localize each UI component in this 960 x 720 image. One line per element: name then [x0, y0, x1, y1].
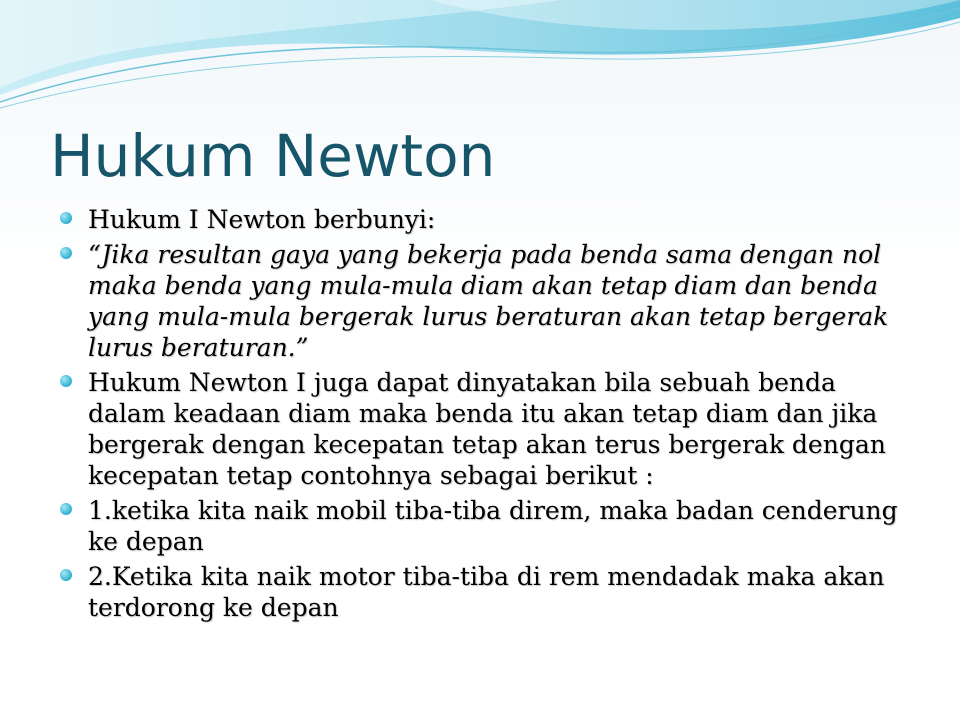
bullet-list: [60, 204, 920, 627]
bullet-text: Hukum Newton I juga dapat dinyatakan bila sebuah benda dalam keadaan diam maka benda itu akan tetap diam dan jika bergerak dengan kecepatan tetap akan terus bergerak dengan kecepatan tetap contohnya sebagai berikut :: [88, 368, 886, 490]
bullet-item: [60, 367, 920, 491]
bullet-text: “Jika resultan gaya yang bekerja pada benda sama dengan nol maka benda yang mula-mula diam akan tetap diam dan benda yang mula-mula bergerak lurus beraturan akan tetap bergerak lurus beraturan.”: [88, 240, 889, 362]
bullet-item: [60, 495, 920, 557]
bullet-text: Hukum I Newton berbunyi:: [88, 205, 436, 234]
bullet-text: 2.Ketika kita naik motor tiba-tiba di rem mendadak maka akan terdorong ke depan: [88, 562, 885, 622]
slide-title: Hukum Newton: [50, 122, 496, 190]
bullet-dot-icon: [60, 375, 72, 387]
bullet-dot-icon: [60, 503, 72, 515]
bullet-dot-icon: [60, 247, 72, 259]
bullet-item: [60, 239, 920, 363]
header-wave-decoration: [0, 0, 960, 120]
bullet-item: [60, 561, 920, 623]
bullet-text: 1.ketika kita naik mobil tiba-tiba direm, maka badan cenderung ke depan: [88, 496, 898, 556]
bullet-dot-icon: [60, 569, 72, 581]
bullet-item: [60, 204, 920, 235]
bullet-dot-icon: [60, 212, 72, 224]
